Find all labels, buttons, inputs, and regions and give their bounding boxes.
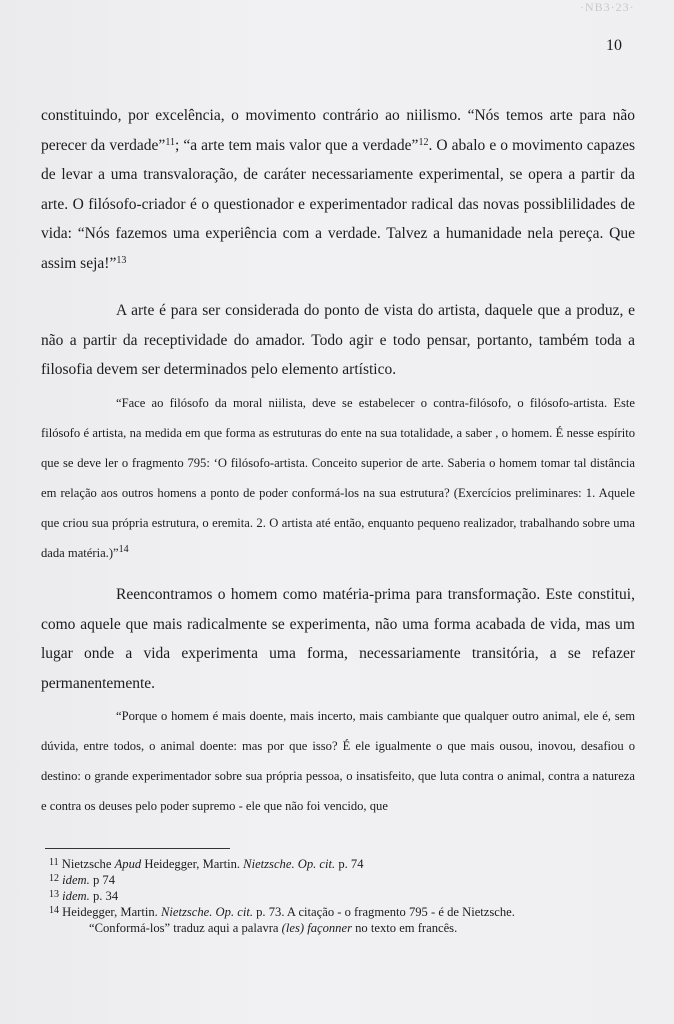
paragraph-2-text: A arte é para ser considerada do ponto de vista do artista, daquele que a produz, e não a partir da receptividade do amador. Todo agir e todo pensar, portanto, também toda a filosofia devem ser determinados pelo elemento artístico. xyxy=(41,302,635,378)
block-quote-2-text: “Porque o homem é mais doente, mais incerto, mais cambiante que qualquer outro animal, ele é, sem dúvida, entre todos, o animal doente: mas por que isso? É ele igualmente o que mais ousou, inovou, desafiou o destino: o grande experimentador sobre sua própria pessoa, o insatisfeito, que luta contra o animal, contra a natureza e contra os deuses pelo poder supremo - ele que não foi vencido, que xyxy=(41,709,635,813)
footnote-text: p 74 xyxy=(89,873,115,887)
corner-stamp-mark: ·NB3·23· xyxy=(580,0,635,14)
footnote-italic: (les) façonner xyxy=(281,921,352,935)
paragraph-1-text-a: constituindo, por excelência, o movimento contrário ao niilismo. “Nós temos arte para não perecer da verdade” xyxy=(41,107,635,154)
footnote-text: Nietzsche xyxy=(61,857,115,871)
footnote-italic: Nietzsche. Op. cit. xyxy=(243,857,336,871)
footnote-text: p. 34 xyxy=(89,889,119,903)
paragraph-1 xyxy=(41,101,635,278)
footnote-text: Heidegger, Martin. xyxy=(141,857,244,871)
block-quote-2 xyxy=(41,701,635,821)
footnote-12 xyxy=(49,872,639,888)
footnote-number: 12 xyxy=(49,873,59,884)
paragraph-3 xyxy=(41,580,635,698)
footnote-text: “Conformá-los” traduz aqui a palavra xyxy=(89,921,282,935)
footnote-italic: Apud xyxy=(114,857,142,871)
footnote-text: p. 73. A citação - o fragmento 795 - é de Nietzsche. xyxy=(252,905,515,919)
paragraph-1-text-c: . O abalo e o movimento capazes de levar a uma transvaloração, de caráter necessariamente experimental, se opera a partir da arte. O filósofo-criador é o questionador e experimentador radical das novas possiblilidades de vida: “Nós fazemos uma experiência com a verdade. Talvez a humanidade nela pereça. Que assim seja!” xyxy=(41,136,635,272)
paragraph-3-text: Reencontramos o homem como matéria-prima para transformação. Este constitui, como aquele que mais radicalmente se experimenta, não uma forma acabada de vida, mas um lugar onde a vida experimenta uma forma, necessariamente transitória, a se refazer permanentemente. xyxy=(41,586,635,692)
block-quote-1-text: “Face ao filósofo da moral niilista, deve se estabelecer o contra-filósofo, o filósofo-artista. Este filósofo é artista, na medida em que forma as estruturas do ente na sua totalidade, a saber , o homem. É nesse espírito que se deve ler o fragmento 795: ‘O filósofo-artista. Conceito superior de arte. Saberia o homem tomar tal distância em relação aos outros homens a ponto de poder conformá-los na sua estrutura? (Exercícios preliminares: 1. Aquele que criou sua própria estrutura, o eremita. 2. O artista até então, enquanto pequeno realizador, trabalhando sobre uma dada matéria.)” xyxy=(41,396,635,560)
footnote-number: 13 xyxy=(49,889,59,900)
footnote-ref-14: 14 xyxy=(118,544,129,555)
footnote-divider xyxy=(45,848,230,849)
block-quote-1 xyxy=(41,388,635,568)
footnote-14-continuation xyxy=(89,920,639,936)
footnote-11 xyxy=(49,856,639,872)
page-number: 10 xyxy=(606,37,622,54)
footnote-italic: idem. xyxy=(62,889,90,903)
footnote-text: Heidegger, Martin. xyxy=(62,905,161,919)
footnote-text: no texto em francês. xyxy=(351,921,458,935)
footnote-italic: Nietzsche. Op. cit. xyxy=(160,905,253,919)
footnote-number: 14 xyxy=(49,905,59,916)
footnote-ref-12: 12 xyxy=(418,136,429,148)
paragraph-1-text-b: ; “a arte tem mais valor que a verdade” xyxy=(174,136,419,154)
footnote-number: 11 xyxy=(49,857,59,868)
footnote-13 xyxy=(49,888,639,904)
footnotes xyxy=(49,856,639,936)
paragraph-2 xyxy=(41,296,635,385)
footnote-italic: idem. xyxy=(62,873,90,887)
footnote-ref-11: 11 xyxy=(165,136,175,148)
footnote-14 xyxy=(49,904,639,920)
footnote-text: p. 74 xyxy=(335,857,364,871)
footnote-ref-13: 13 xyxy=(116,254,127,266)
